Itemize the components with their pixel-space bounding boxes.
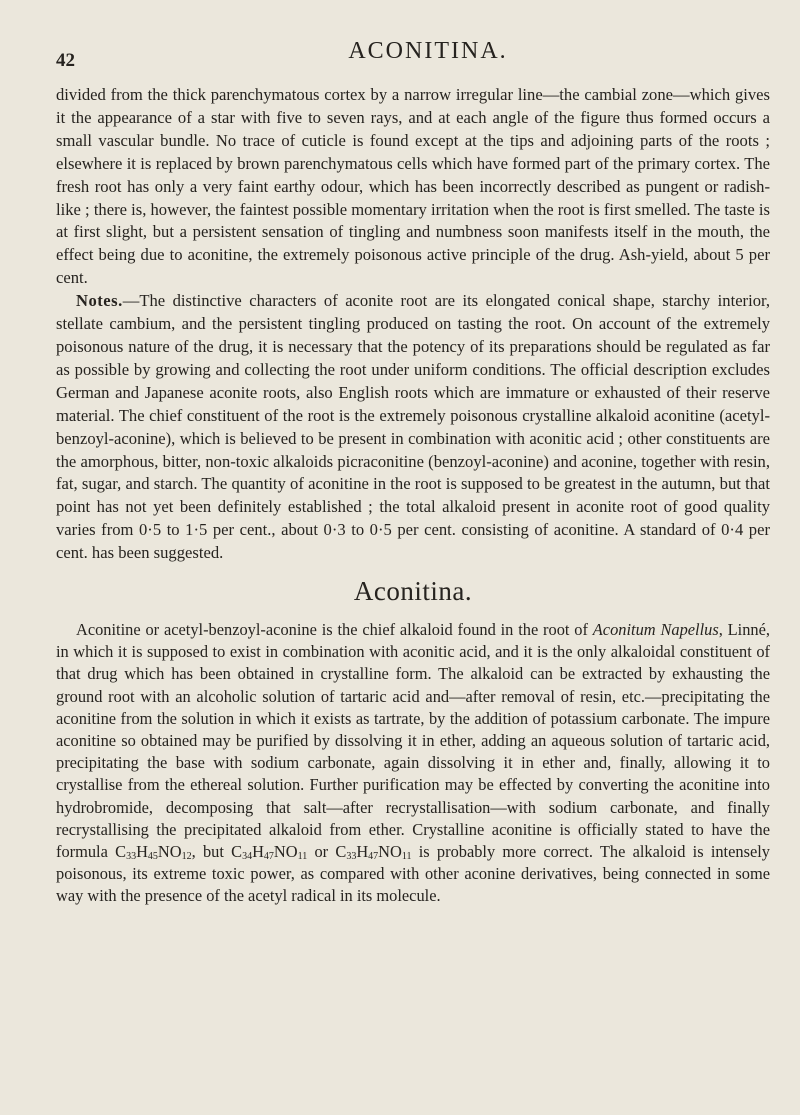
aconitine-text-5: is probably more correct. The alkaloid is intensely poisonous, its extreme toxic power, as compared with other aconine derivatives, being connected in some way with the presence of the acetyl radical in its molecule. bbox=[56, 842, 770, 906]
aconitine-text-1: Aconitine or acetyl-benzoyl-aconine is the chief alkaloid found in the root of bbox=[76, 620, 593, 640]
aconitine-text-3: , but bbox=[191, 842, 232, 862]
formula-alternative-2: $C_{33}H_{47}NO_{11}$ bbox=[335, 842, 412, 863]
paragraph-notes bbox=[56, 290, 770, 565]
page-number: 42 bbox=[56, 50, 75, 71]
body-text bbox=[56, 84, 770, 908]
paragraph-root-description: divided from the thick parenchymatous cortex by a narrow irregular line—the cambial zone—which gives it the appearance of a star with five to seven rays, and at each angle of the figure thus formed occurs a small vascular bundle. No trace of cuticle is found except at the tips and adjoining parts of the roots ; elsewhere it is replaced by brown parenchymatous cells which have formed part of the primary cortex. The fresh root has only a very faint earthy odour, which has been incorrectly described as pungent or radish-like ; there is, however, the faintest possible momentary irritation when the root is first smelled. The taste is at first slight, but a persistent sensation of tingling and numbness soon manifests itself in the mouth, the effect being due to aconitine, the extremely poisonous active principle of the drug. Ash-yield, about 5 per cent. bbox=[56, 85, 770, 288]
formula-alternative-1: $C_{34}H_{47}NO_{11}$ bbox=[231, 842, 308, 863]
notes-label: Notes. bbox=[76, 291, 123, 311]
notes-text: —The distinctive characters of aconite root are its elongated conical shape, starchy interior, stellate cambium, and the persistent tingling produced on tasting the root. On account of the extremely poisonous nature of the drug, it is necessary that the potency of its preparations should be regulated as far as possible by growing and collecting the root under uniform conditions. The official description excludes German and Japanese aconite roots, also English roots which are immature or exhausted of their reserve material. The chief constituent of the root is the extremely poisonous crystalline alkaloid aconitine (acetyl-benzoyl-aconine), which is believed to be present in combination with aconitic acid ; other constituents are the amorphous, bitter, non-toxic alkaloids picraconitine (benzoyl-aconine) and aconine, together with resin, fat, sugar, and starch. The quantity of aconitine in the root is supposed to be greatest in the autumn, but that point has not yet been definitely established ; the total alkaloid present in aconite root of good quality varies from 0·5 to 1·5 per cent., about 0·3 to 0·5 per cent. consisting of aconitine. A standard of 0·4 per cent. has been suggested. bbox=[56, 291, 770, 563]
species-name: Aconitum Napellus bbox=[592, 620, 719, 640]
aconitine-text-2: , Linné, in which it is supposed to exist in combination with aconitic acid, and it is the only alkaloidal constituent of that drug which has been obtained in crystalline form. The alkaloid can be extracted by exhausting the ground root with an alcoholic solution of tartaric acid and—after removal of resin, etc.—precipitating the aconitine from the solution in which it exists as tartrate, by the addition of potassium carbonate. The impure aconitine so obtained may be purified by dissolving it in ether, adding an aqueous solution of tartaric acid, precipitating the base with sodium carbonate, again dissolving it in ether and, finally, allowing it to crystallise from the ethereal solution. Further purification may be effected by converting the aconitine into hydrobromide, decomposing that salt—after recrystallisation—with sodium carbonate, and finally recrystallising the precipitated alkaloid from ether. Crystalline aconitine is officially stated to have the formula bbox=[56, 620, 770, 862]
running-head bbox=[56, 38, 770, 78]
paragraph-aconitine bbox=[56, 619, 770, 908]
formula-official: $C_{33}H_{45}NO_{12}$ bbox=[115, 842, 192, 863]
running-title: ACONITINA. bbox=[348, 38, 508, 64]
section-aconitina bbox=[56, 619, 770, 908]
aconitine-text-4: or bbox=[307, 842, 336, 862]
section-heading-aconitina: Aconitina. bbox=[353, 576, 473, 607]
